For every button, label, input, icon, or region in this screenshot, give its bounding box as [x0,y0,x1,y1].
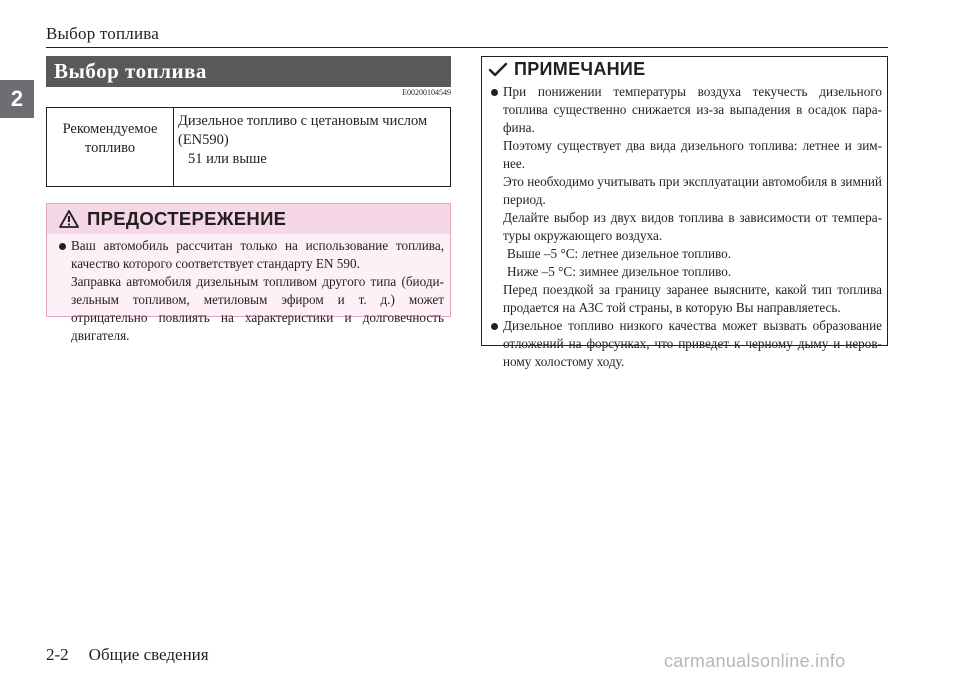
bullet-dot [491,323,498,330]
note-bullet [491,83,882,137]
section-title: Выбор топлива [54,59,207,83]
chapter-tab: 2 [0,80,34,118]
note-box [481,56,888,369]
fuel-value-line: 51 или выше [188,151,267,167]
note-header [482,57,887,82]
note-bullet [491,317,882,371]
section-code: E00200104549 [402,88,451,97]
caution-heading: ПРЕДОСТЕРЕЖЕНИЕ [87,208,287,229]
bullet-dot [59,243,66,250]
check-mark-icon [488,62,508,78]
fuel-value-line: Дизельное топливо с цетановым числом [178,113,428,129]
running-header: Выбор топлива [46,24,159,43]
fuel-table-value [174,108,451,187]
note-text: Делайте выбор из двух видов топлива в зависимости от температуры окружающего воздуха. [503,210,882,243]
caution-body [47,234,450,343]
note-text: Ниже –5 °C: зимнее дизельное топливо. [507,264,732,279]
note-text: Выше –5 °C: летнее дизельное топливо. [507,246,732,261]
warning-triangle-icon [59,210,79,228]
fuel-table [46,107,451,187]
note-text: Поэтому существует два вида дизельного топлива: летнее и зимнее. [503,138,882,171]
watermark: carmanualsonline.info [664,651,846,671]
page-footer [46,645,209,665]
footer-section: Общие сведения [88,645,209,664]
note-text: Дизельное топливо низкого качества может вызвать образование отложений на форсунках, что приведет к черному дыму и неровному холостому ходу. [503,318,882,369]
note-text: Это необходимо учитывать при эксплуатации автомобиля в зимний период. [503,174,882,207]
bullet-dot [491,89,498,96]
fuel-value-line: (EN590) [178,132,229,148]
note-heading: ПРИМЕЧАНИЕ [514,59,646,79]
table-row [47,108,451,187]
footer-page-number: 2-2 [46,645,69,664]
header-rule [46,47,888,48]
caution-box [46,203,451,343]
fuel-table-label: Рекомендуемое топливо [47,108,174,187]
caution-text: Заправка автомобиля дизельным топливом другого типа (биодизельным топливом, метиловым эфиром и т. д.) может отрицательно повлиять на характеристики и долговечность двигателя. [71,274,444,343]
caution-header [47,204,450,234]
note-text: Перед поездкой за границу заранее выясните, какой тип топлива продается на АЗС той страны, в которую Вы направляетесь. [503,282,882,315]
section-title-bar [46,56,451,87]
note-text: При понижении температуры воздуха текучесть дизельного топлива существенно снижается из-за выпадения в осадок парафина. [503,84,882,135]
note-body [482,82,887,371]
caution-text: Ваш автомобиль рассчитан только на использование топлива, качество которого соответствует стандарту EN 590. [71,238,444,271]
caution-bullet [59,237,444,273]
